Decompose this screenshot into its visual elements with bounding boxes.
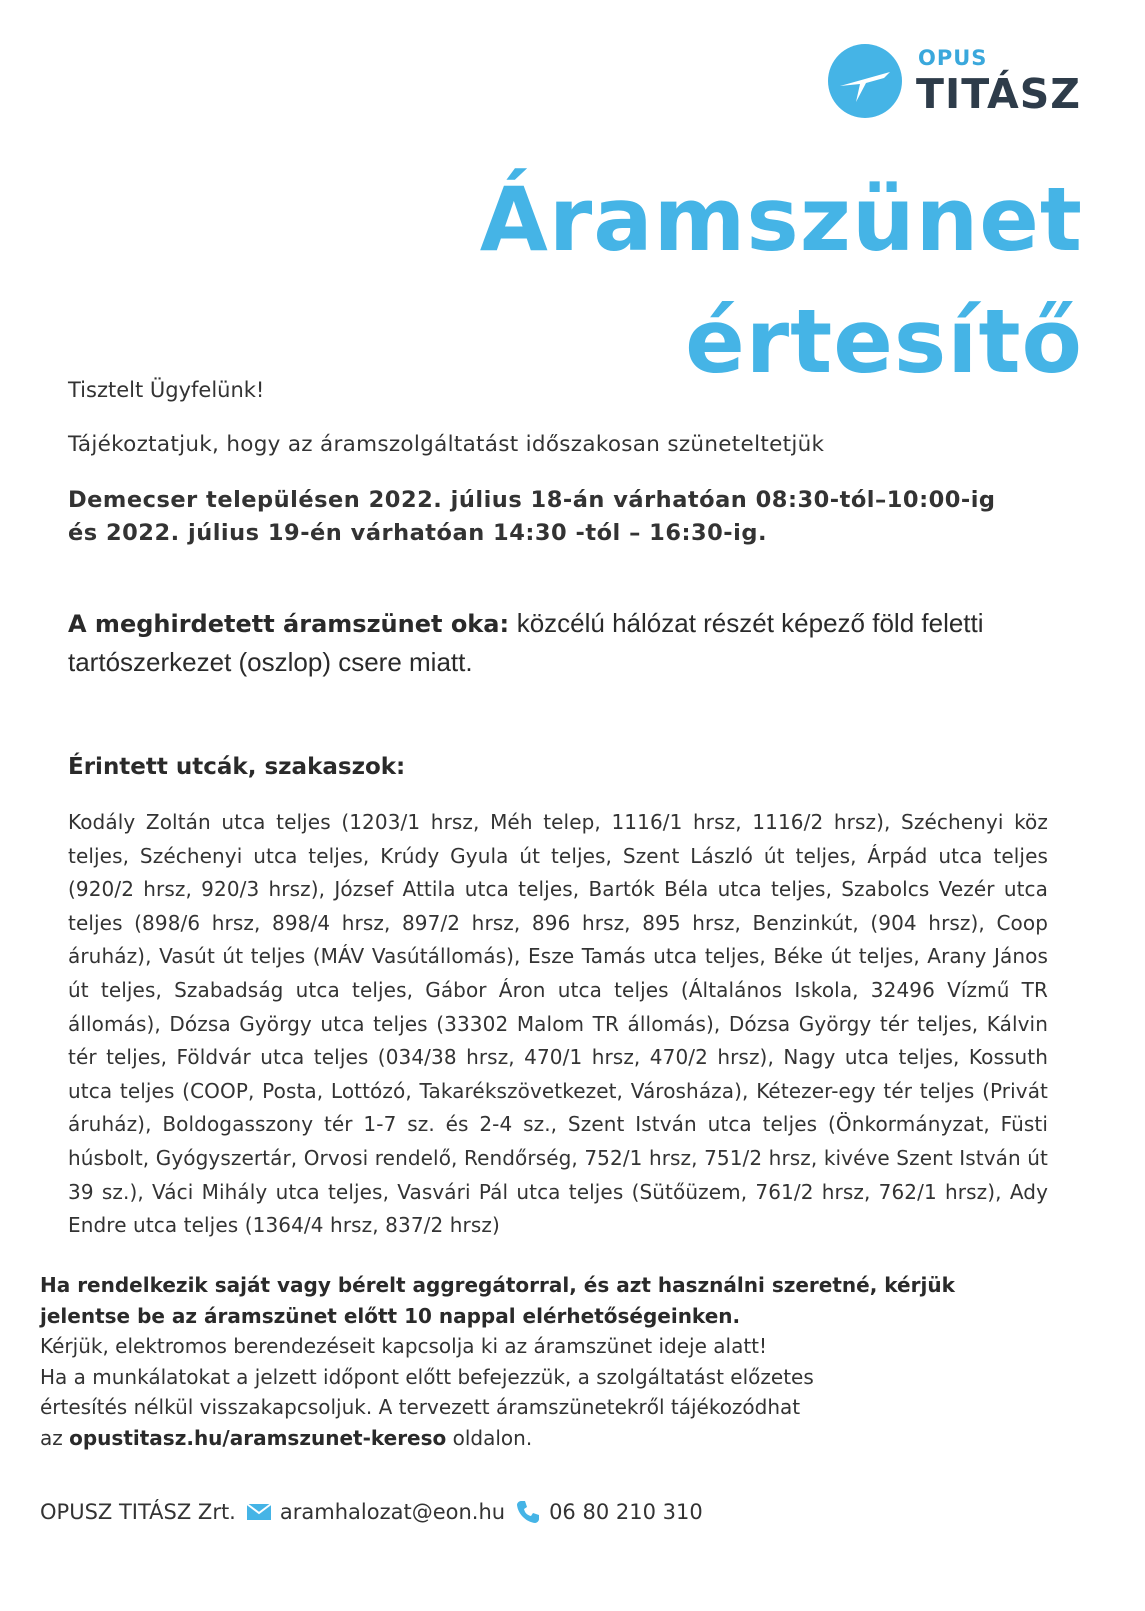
notice-line4: Ha a munkálatokat a jelzett időpont előtt befejezzük, a szolgáltatást előzetes <box>40 1364 814 1389</box>
company-logo <box>826 38 1086 128</box>
greeting: Tisztelt Ügyfelünk! <box>68 378 265 402</box>
notice-bold-line2: jelentse be az áramszünet előtt 10 nappal elérhetőségeinken. <box>40 1303 741 1328</box>
notice-line5: értesítés nélkül visszakapcsoljuk. A tervezett áramszünetekről tájékozódhat <box>40 1395 801 1419</box>
phone-icon <box>515 1499 541 1525</box>
streets-list: Kodály Zoltán utca teljes (1203/1 hrsz, Méh telep, 1116/1 hrsz, 1116/2 hrsz), Széchenyi köz teljes, Széchenyi utca teljes, Krúdy Gyula út teljes, Szent László út teljes, Árpád utca teljes (920/2 hrsz, 920/3 hrsz), József Attila utca teljes, Bartók Béla utca teljes, Szabolcs Vezér utca teljes (898/6 hrsz, 898/4 hrsz, 897/2 hrsz, 896 hrsz, 895 hrsz, Benzinkút, (904 hrsz), Coop áruház), Vasút út teljes (MÁV Vasútállomás), Esze Tamás utca teljes, Béke út teljes, Arany János út teljes, Szabadság utca teljes, Gábor Áron utca teljes (Általános Iskola, 32496 Vízmű TR állomás), Dózsa György utca teljes (33302 Malom TR állomás), Dózsa György tér teljes, Kálvin tér teljes, Földvár utca teljes (034/38 hrsz, 470/1 hrsz, 470/2 hrsz), Nagy utca teljes, Kossuth utca teljes (COOP, Posta, Lottózó, Takarékszövetkezet, Városháza), Kétezer-egy tér teljes (Privát áruház), Boldogasszony tér 1-7 sz. és 2-4 sz., Szent István utca teljes (Önkormányzat, Füsti húsbolt, Gyógyszertár, Orvosi rendelő, Rendőrség, 752/1 hrsz, 751/2 hrsz, kivéve Szent István út 39 sz.), Váci Mihály utca teljes, Vasvári Pál utca teljes (Sütőüzem, 761/2 hrsz, 762/1 hrsz), Ady Endre utca teljes (1364/4 hrsz, 837/2 hrsz) <box>68 810 1048 1238</box>
notice-line6-suffix: oldalon. <box>452 1425 533 1450</box>
logo-main-text: TITÁSZ <box>916 70 1081 118</box>
footer-email[interactable]: aramhalozat@eon.hu <box>279 1500 506 1524</box>
intro-text: Tájékoztatjuk, hogy az áramszolgáltatást időszakosan szüneteltetjük <box>68 432 825 457</box>
notice-line3: Kérjük, elektromos berendezéseit kapcsolja ki az áramszünet ideje alatt! <box>40 1334 768 1358</box>
logo-top-text: OPUS <box>918 46 988 70</box>
opus-titasz-logo-mark-icon <box>826 42 904 120</box>
cause-label: A meghirdetett áramszünet oka: <box>68 610 510 638</box>
schedule-line1: Demecser településen 2022. július 18-án várhatóan 08:30-tól–10:00-ig <box>68 487 996 513</box>
notice-line6-prefix: az <box>40 1425 63 1450</box>
mail-icon <box>246 1501 272 1523</box>
schedule-line2: és 2022. július 19-én várhatóan 14:30 -tól – 16:30-ig. <box>68 520 768 546</box>
notice-bold-line1: Ha rendelkezik saját vagy bérelt aggregátorral, és azt használni szeretné, kérjük <box>40 1273 955 1297</box>
notice-line6 <box>40 1423 1080 1454</box>
schedule <box>68 484 1078 550</box>
streets-title: Érintett utcák, szakaszok: <box>68 754 406 780</box>
footer-company: OPUSZ TITÁSZ Zrt. <box>40 1500 236 1524</box>
footer-phone[interactable]: 06 80 210 310 <box>549 1500 703 1524</box>
cause-text: közcélú hálózat részét képező föld feletti tartószerkezet (oszlop) csere miatt. <box>68 608 984 677</box>
footer <box>40 1492 703 1532</box>
notice-block <box>40 1270 1080 1453</box>
cause-paragraph <box>68 604 1068 682</box>
outage-search-link[interactable]: opustitasz.hu/aramszunet-kereso <box>69 1425 447 1450</box>
headline-line2: értesítő <box>685 290 1083 393</box>
headline-line1: Áramszünet <box>479 168 1083 271</box>
